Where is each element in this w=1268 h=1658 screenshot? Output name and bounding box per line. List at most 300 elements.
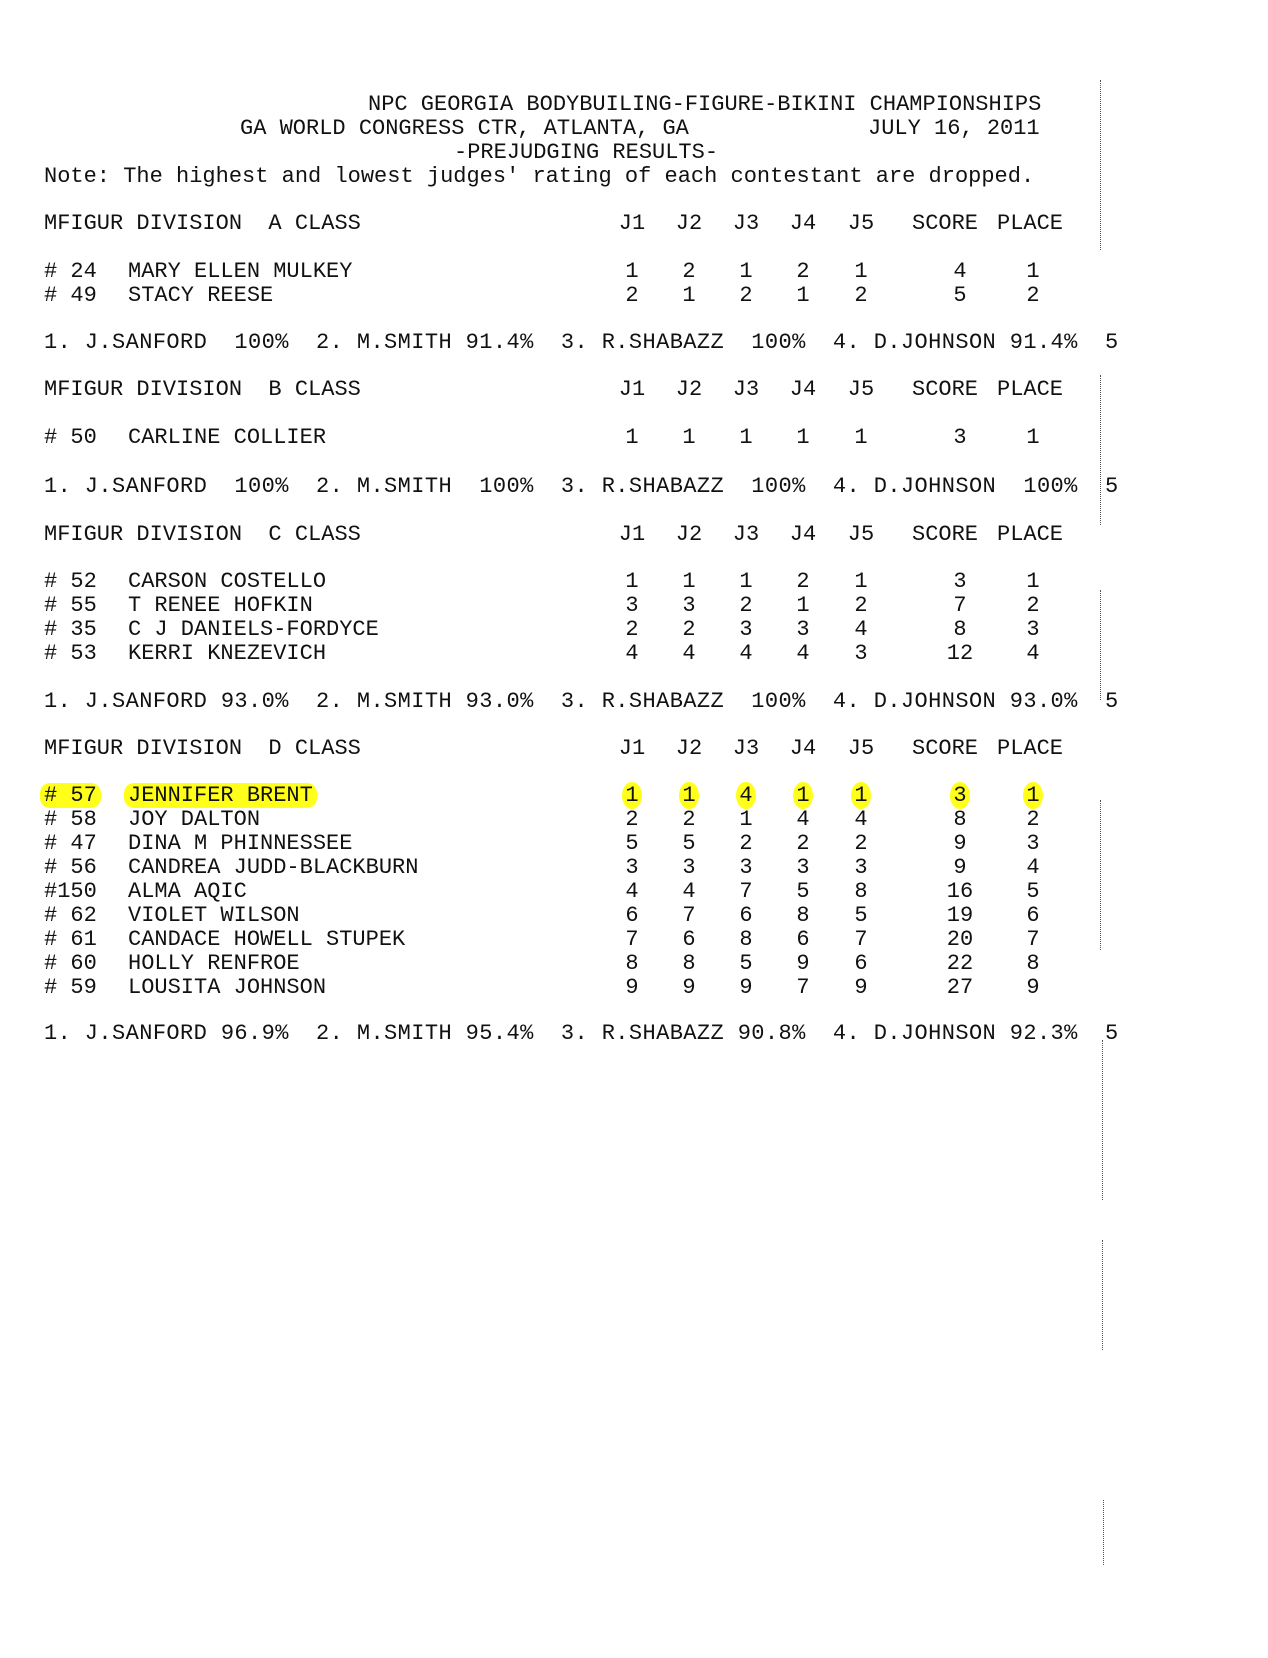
total-score: 5	[953, 283, 967, 308]
total-score-cell	[940, 642, 980, 666]
place-cell	[1013, 618, 1053, 642]
place: 3	[1026, 617, 1040, 642]
judge-score-cell	[841, 642, 881, 666]
place: 2	[1026, 593, 1040, 618]
contestant-number-text: # 52	[44, 569, 97, 594]
judge-score: 4	[625, 641, 639, 666]
judge-score-cell	[612, 426, 652, 450]
judge-score-cell	[783, 784, 823, 808]
division-title: MFIGUR DIVISION B CLASS	[44, 377, 361, 402]
contestant-name-text: CARSON COSTELLO	[128, 569, 327, 594]
place-cell	[1013, 642, 1053, 666]
judge-score-cell	[841, 570, 881, 594]
place-cell	[1013, 594, 1053, 618]
judge-score: 5	[625, 831, 639, 856]
judge-score: 2	[682, 807, 696, 832]
judge-score: 4	[796, 807, 810, 832]
column-header-place: PLACE	[997, 736, 1064, 761]
judge-score: 1	[796, 593, 810, 618]
judge-score: 4	[682, 641, 696, 666]
judge-score: 9	[625, 975, 639, 1000]
scan-margin-line	[1103, 1500, 1104, 1565]
place-cell	[1013, 808, 1053, 832]
total-score-cell	[940, 260, 980, 284]
judge-score-cell	[783, 904, 823, 928]
scan-margin-line	[1100, 375, 1101, 525]
judge-score: 1	[682, 569, 696, 594]
judge-score: 2	[625, 283, 639, 308]
judge-score: 9	[854, 975, 868, 1000]
column-header-score: SCORE	[912, 522, 979, 547]
judge-score-cell	[612, 284, 652, 308]
place: 1	[1026, 425, 1040, 450]
place: 6	[1026, 903, 1040, 928]
place-cell	[1013, 832, 1053, 856]
total-score-cell	[940, 284, 980, 308]
column-header-judge: J4	[789, 211, 817, 236]
place-cell	[1013, 856, 1053, 880]
judge-score-cell	[726, 808, 766, 832]
contestant-name	[128, 260, 352, 284]
contestant-number	[44, 426, 97, 450]
contestant-name	[128, 952, 300, 976]
total-score: 9	[953, 855, 967, 880]
scan-margin-line	[1100, 800, 1101, 950]
judge-score-cell	[612, 856, 652, 880]
contestant-name	[128, 880, 247, 904]
judge-score-cell	[669, 284, 709, 308]
document-subtitle: -PREJUDGING RESULTS-	[454, 140, 719, 165]
place: 8	[1026, 951, 1040, 976]
contestant-name-text: KERRI KNEZEVICH	[128, 641, 327, 666]
contestant-number	[44, 928, 97, 952]
total-score-cell	[940, 808, 980, 832]
judge-score: 2	[682, 259, 696, 284]
judge-score: 6	[682, 927, 696, 952]
column-header-judge: J3	[732, 211, 760, 236]
place: 5	[1026, 879, 1040, 904]
judge-score: 1	[851, 782, 870, 809]
judge-score-cell	[726, 642, 766, 666]
column-header-judge: J4	[789, 522, 817, 547]
judge-score-cell	[783, 808, 823, 832]
judge-score-cell	[612, 594, 652, 618]
contestant-number	[44, 642, 97, 666]
judge-score: 3	[682, 593, 696, 618]
total-score: 20	[946, 927, 974, 952]
judge-score-cell	[841, 426, 881, 450]
total-score-cell	[940, 618, 980, 642]
judge-score-cell	[612, 570, 652, 594]
judge-score: 9	[739, 975, 753, 1000]
contestant-number-text: # 24	[44, 259, 97, 284]
total-score-cell	[940, 904, 980, 928]
judge-score-cell	[612, 904, 652, 928]
contestant-name	[128, 832, 352, 856]
judge-score: 4	[682, 879, 696, 904]
contestant-name	[128, 570, 326, 594]
judge-score-cell	[669, 976, 709, 1000]
contestant-name	[128, 856, 418, 880]
judge-score: 5	[854, 903, 868, 928]
place-cell	[1013, 570, 1053, 594]
total-score-cell	[940, 976, 980, 1000]
judge-score: 1	[854, 259, 868, 284]
judge-score: 4	[625, 879, 639, 904]
contestant-number	[44, 856, 97, 880]
judge-score: 3	[625, 593, 639, 618]
judge-score-cell	[726, 594, 766, 618]
total-score-cell	[940, 426, 980, 450]
judge-score: 5	[682, 831, 696, 856]
judge-score: 7	[796, 975, 810, 1000]
judge-score: 2	[796, 569, 810, 594]
judge-score-cell	[669, 570, 709, 594]
place-cell	[1013, 976, 1053, 1000]
total-score: 4	[953, 259, 967, 284]
contestant-name-text: VIOLET WILSON	[128, 903, 300, 928]
judge-score-cell	[612, 952, 652, 976]
place: 4	[1026, 641, 1040, 666]
judge-score-cell	[841, 928, 881, 952]
judge-score: 8	[625, 951, 639, 976]
contestant-name	[128, 928, 405, 952]
contestant-name	[128, 284, 273, 308]
judge-score-cell	[726, 904, 766, 928]
contestant-number	[44, 976, 97, 1000]
judge-score-cell	[726, 976, 766, 1000]
column-header-judge: J3	[732, 377, 760, 402]
column-header-judge: J4	[789, 377, 817, 402]
judge-score-cell	[669, 856, 709, 880]
division-title: MFIGUR DIVISION D CLASS	[44, 736, 361, 761]
total-score: 27	[946, 975, 974, 1000]
judge-score-cell	[783, 856, 823, 880]
judge-score-cell	[783, 284, 823, 308]
judge-score: 9	[796, 951, 810, 976]
column-header-judge: J3	[732, 522, 760, 547]
judge-score-cell	[841, 832, 881, 856]
place-cell	[1013, 260, 1053, 284]
judges-accuracy-line: 1. J.SANFORD 96.9% 2. M.SMITH 95.4% 3. R.SHABAZZ 90.8% 4. D.JOHNSON 92.3% 5	[44, 1021, 1119, 1046]
contestant-name-text: CARLINE COLLIER	[128, 425, 327, 450]
judge-score: 1	[796, 425, 810, 450]
judge-score-cell	[783, 952, 823, 976]
judge-score: 2	[854, 593, 868, 618]
judges-accuracy-line: 1. J.SANFORD 100% 2. M.SMITH 91.4% 3. R.SHABAZZ 100% 4. D.JOHNSON 91.4% 5	[44, 330, 1119, 355]
column-header-score: SCORE	[912, 211, 979, 236]
judge-score-cell	[612, 880, 652, 904]
contestant-number-text: #150	[44, 879, 97, 904]
contestant-number-text: # 60	[44, 951, 97, 976]
judge-score: 1	[739, 259, 753, 284]
judge-score: 2	[796, 831, 810, 856]
judge-score-cell	[669, 832, 709, 856]
judge-score: 2	[796, 259, 810, 284]
judge-score-cell	[669, 784, 709, 808]
judge-score: 1	[682, 283, 696, 308]
judge-score-cell	[841, 952, 881, 976]
judge-score: 5	[796, 879, 810, 904]
place: 1	[1026, 569, 1040, 594]
judge-score-cell	[841, 594, 881, 618]
judge-score: 3	[854, 641, 868, 666]
judge-score-cell	[726, 784, 766, 808]
judge-score-cell	[841, 808, 881, 832]
total-score-cell	[940, 928, 980, 952]
place: 4	[1026, 855, 1040, 880]
judge-score-cell	[612, 976, 652, 1000]
judge-score: 1	[625, 569, 639, 594]
judge-score-cell	[669, 260, 709, 284]
document-title: NPC GEORGIA BODYBUILING-FIGURE-BIKINI CHAMPIONSHIPS	[368, 92, 1042, 117]
total-score: 3	[950, 782, 969, 809]
contestant-number-text: # 47	[44, 831, 97, 856]
contestant-name	[128, 594, 313, 618]
judge-score-cell	[841, 976, 881, 1000]
total-score-cell	[940, 856, 980, 880]
judge-score-cell	[612, 260, 652, 284]
judge-score-cell	[726, 928, 766, 952]
contestant-name	[128, 808, 260, 832]
judge-score: 6	[739, 903, 753, 928]
judge-score: 2	[625, 617, 639, 642]
contestant-number	[44, 618, 97, 642]
judge-score-cell	[783, 832, 823, 856]
contestant-number	[44, 260, 97, 284]
judges-accuracy-line: 1. J.SANFORD 100% 2. M.SMITH 100% 3. R.SHABAZZ 100% 4. D.JOHNSON 100% 5	[44, 474, 1119, 499]
contestant-name-text: T RENEE HOFKIN	[128, 593, 313, 618]
judge-score: 1	[622, 782, 641, 809]
scan-margin-line	[1102, 1040, 1103, 1200]
column-header-place: PLACE	[997, 377, 1064, 402]
judge-score-cell	[841, 904, 881, 928]
total-score: 22	[946, 951, 974, 976]
total-score: 3	[953, 569, 967, 594]
contestant-number	[44, 880, 97, 904]
contestant-name	[128, 426, 326, 450]
contestant-number-text: # 62	[44, 903, 97, 928]
contestant-name-text: DINA M PHINNESSEE	[128, 831, 353, 856]
contestant-number	[44, 808, 97, 832]
judge-score-cell	[669, 952, 709, 976]
judge-score: 3	[739, 855, 753, 880]
column-header-judge: J2	[675, 522, 703, 547]
judges-accuracy-line: 1. J.SANFORD 93.0% 2. M.SMITH 93.0% 3. R.SHABAZZ 100% 4. D.JOHNSON 93.0% 5	[44, 689, 1119, 714]
column-header-judge: J1	[618, 211, 646, 236]
judge-score-cell	[669, 642, 709, 666]
contestant-name-text: CANDREA JUDD-BLACKBURN	[128, 855, 419, 880]
judge-score: 1	[854, 569, 868, 594]
scan-margin-line	[1100, 80, 1101, 250]
place: 2	[1026, 283, 1040, 308]
judge-score: 3	[854, 855, 868, 880]
judge-score: 3	[682, 855, 696, 880]
total-score-cell	[940, 832, 980, 856]
judge-score-cell	[726, 426, 766, 450]
judge-score: 8	[796, 903, 810, 928]
place-cell	[1013, 784, 1053, 808]
judge-score-cell	[783, 260, 823, 284]
total-score-cell	[940, 784, 980, 808]
place: 2	[1026, 807, 1040, 832]
judge-score-cell	[726, 570, 766, 594]
contestant-number	[44, 594, 97, 618]
column-header-judge: J2	[675, 377, 703, 402]
total-score-cell	[940, 594, 980, 618]
contestant-number-text: # 50	[44, 425, 97, 450]
judge-score-cell	[841, 618, 881, 642]
judge-score-cell	[726, 260, 766, 284]
contestant-name-text: CANDACE HOWELL STUPEK	[128, 927, 406, 952]
place-cell	[1013, 928, 1053, 952]
column-header-judge: J1	[618, 377, 646, 402]
division-title: MFIGUR DIVISION A CLASS	[44, 211, 361, 236]
place: 9	[1026, 975, 1040, 1000]
judge-score: 6	[854, 951, 868, 976]
column-header-judge: J2	[675, 736, 703, 761]
column-header-place: PLACE	[997, 211, 1064, 236]
judge-score: 1	[625, 425, 639, 450]
total-score: 3	[953, 425, 967, 450]
contestant-number-text: # 53	[44, 641, 97, 666]
total-score: 8	[953, 617, 967, 642]
judge-score: 7	[854, 927, 868, 952]
place-cell	[1013, 880, 1053, 904]
contestant-number	[44, 284, 97, 308]
judge-score: 1	[854, 425, 868, 450]
column-header-score: SCORE	[912, 736, 979, 761]
judge-score: 7	[682, 903, 696, 928]
judge-score: 2	[682, 617, 696, 642]
total-score: 8	[953, 807, 967, 832]
judge-score: 2	[625, 807, 639, 832]
contestant-name-text: C J DANIELS-FORDYCE	[128, 617, 379, 642]
contestant-number	[44, 570, 97, 594]
judge-score-cell	[783, 618, 823, 642]
contestant-number	[44, 904, 97, 928]
contestant-name-text: LOUSITA JOHNSON	[128, 975, 327, 1000]
contestant-name-text: ALMA AQIC	[128, 879, 247, 904]
judge-score-cell	[783, 642, 823, 666]
judge-score: 1	[796, 283, 810, 308]
judge-score-cell	[726, 856, 766, 880]
judge-score: 1	[739, 569, 753, 594]
total-score: 9	[953, 831, 967, 856]
judge-score-cell	[726, 832, 766, 856]
place-cell	[1013, 284, 1053, 308]
judge-score-cell	[841, 880, 881, 904]
judge-score-cell	[612, 618, 652, 642]
division-title: MFIGUR DIVISION C CLASS	[44, 522, 361, 547]
judge-score-cell	[841, 784, 881, 808]
place-cell	[1013, 426, 1053, 450]
contestant-number-text: # 56	[44, 855, 97, 880]
contestant-name	[128, 904, 300, 928]
judge-score-cell	[783, 976, 823, 1000]
judge-score-cell	[726, 952, 766, 976]
column-header-place: PLACE	[997, 522, 1064, 547]
column-header-score: SCORE	[912, 377, 979, 402]
total-score: 12	[946, 641, 974, 666]
place: 1	[1026, 259, 1040, 284]
judge-score: 5	[739, 951, 753, 976]
contestant-name-text: HOLLY RENFROE	[128, 951, 300, 976]
total-score: 7	[953, 593, 967, 618]
contestant-number-text: # 57	[40, 783, 101, 808]
contestant-name	[128, 618, 379, 642]
contestant-name	[124, 784, 317, 808]
judge-score: 3	[625, 855, 639, 880]
contestant-number	[44, 952, 97, 976]
judge-score: 4	[739, 641, 753, 666]
column-header-judge: J1	[618, 736, 646, 761]
judge-score-cell	[783, 928, 823, 952]
total-score: 16	[946, 879, 974, 904]
contestant-number	[40, 784, 101, 808]
judge-score: 1	[793, 782, 812, 809]
total-score: 19	[946, 903, 974, 928]
contestant-number-text: # 55	[44, 593, 97, 618]
contestant-name-text: STACY REESE	[128, 283, 274, 308]
column-header-judge: J3	[732, 736, 760, 761]
judge-score-cell	[669, 880, 709, 904]
contestant-number-text: # 49	[44, 283, 97, 308]
judge-score: 2	[854, 831, 868, 856]
contestant-name-text: JOY DALTON	[128, 807, 261, 832]
judge-score-cell	[726, 618, 766, 642]
judge-score-cell	[669, 904, 709, 928]
place: 1	[1023, 782, 1042, 809]
judge-score: 2	[854, 283, 868, 308]
judge-score: 6	[796, 927, 810, 952]
column-header-judge: J5	[847, 211, 875, 236]
judge-score-cell	[726, 284, 766, 308]
contestant-name	[128, 976, 326, 1000]
total-score-cell	[940, 880, 980, 904]
place: 7	[1026, 927, 1040, 952]
judge-score-cell	[841, 856, 881, 880]
judge-score: 2	[739, 283, 753, 308]
place-cell	[1013, 904, 1053, 928]
total-score-cell	[940, 570, 980, 594]
judge-score-cell	[612, 642, 652, 666]
judge-score: 4	[796, 641, 810, 666]
judge-score-cell	[669, 426, 709, 450]
contestant-name	[128, 642, 326, 666]
judge-score-cell	[669, 594, 709, 618]
column-header-judge: J4	[789, 736, 817, 761]
judge-score: 4	[854, 807, 868, 832]
judge-score: 1	[682, 425, 696, 450]
judge-score: 8	[854, 879, 868, 904]
judge-score: 4	[736, 782, 755, 809]
judge-score: 9	[682, 975, 696, 1000]
judge-score: 1	[679, 782, 698, 809]
judge-score: 2	[739, 831, 753, 856]
scan-margin-line	[1102, 1240, 1103, 1350]
judge-score-cell	[726, 880, 766, 904]
scoring-note: Note: The highest and lowest judges' rating of each contestant are dropped.	[44, 164, 1035, 189]
judge-score-cell	[783, 570, 823, 594]
column-header-judge: J5	[847, 736, 875, 761]
judge-score-cell	[612, 784, 652, 808]
judge-score-cell	[669, 808, 709, 832]
judge-score-cell	[841, 284, 881, 308]
judge-score: 1	[739, 425, 753, 450]
judge-score-cell	[612, 928, 652, 952]
judge-score-cell	[841, 260, 881, 284]
